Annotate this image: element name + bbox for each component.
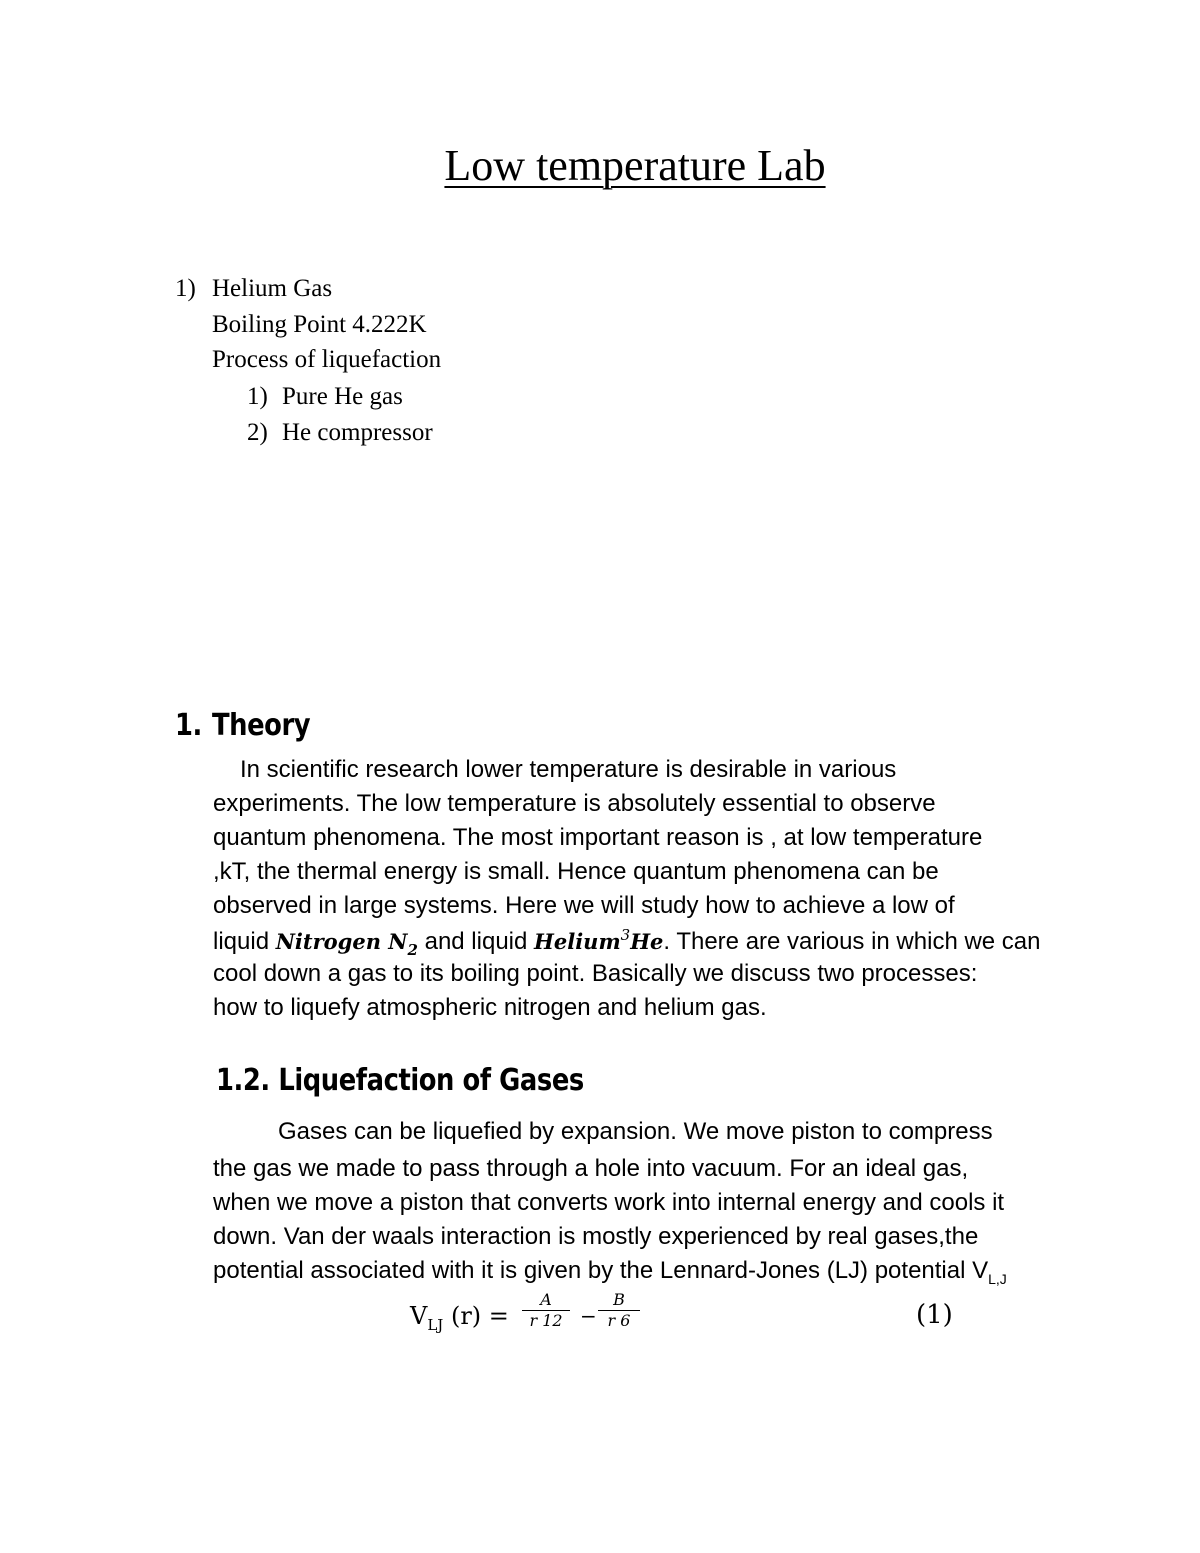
theory-line: ,kT, the thermal energy is small. Hence quantum phenomena can be (213, 858, 939, 885)
nitrogen-subscript: 2 (407, 940, 418, 959)
liquefaction-line: when we move a piston that converts work into internal energy and cools it (213, 1189, 1005, 1216)
equation-number: (1) (916, 1300, 953, 1330)
process-text: Process of liquefaction (212, 346, 442, 373)
fraction-numerator: A (540, 1290, 552, 1309)
section-heading-theory: Theory (212, 708, 311, 743)
equation-arg: (r) = (450, 1302, 509, 1330)
theory-line: observed in large systems. Here we will study how to achieve a low of (213, 892, 955, 919)
helium-isotope-superscript: 3 (620, 926, 631, 944)
potential-subscript: L,J (988, 1270, 1007, 1287)
fraction-denominator: r 6 (607, 1311, 631, 1330)
liquefaction-line: down. Van der waals interaction is mostly experienced by real gases,the (213, 1223, 979, 1250)
text-run: . There are various in which we can (663, 928, 1041, 955)
sub-item-label: He compressor (282, 419, 433, 446)
equation-v: V (410, 1302, 428, 1330)
theory-line-formula (213, 926, 1041, 959)
nitrogen-term: Nitrogen N (275, 929, 408, 954)
sub-item-number: 1) (247, 383, 268, 410)
equation-minus: − (580, 1304, 597, 1328)
sub-item-label: Pure He gas (282, 383, 403, 410)
equation-lhs (410, 1302, 509, 1334)
fraction-a-over-r12 (522, 1291, 570, 1330)
fraction-b-over-r6 (598, 1291, 640, 1330)
outline-item-label: Helium Gas (212, 275, 333, 302)
fraction-numerator: B (613, 1290, 625, 1309)
page-title: Low temperature Lab (444, 141, 826, 190)
liquefaction-line-last (213, 1257, 1007, 1287)
boiling-point-text: Boiling Point 4.222K (212, 311, 427, 338)
text-run: potential associated with it is given by the Lennard-Jones (LJ) potential V (213, 1257, 989, 1284)
helium-term: Helium (534, 929, 621, 954)
text-run: and liquid (417, 928, 535, 955)
outline-item-number: 1) (175, 275, 196, 302)
theory-line: experiments. The low temperature is absolutely essential to observe (213, 790, 936, 817)
liquefaction-line: the gas we made to pass through a hole into vacuum. For an ideal gas, (213, 1155, 969, 1182)
equation-lhs-subscript: LJ (427, 1315, 444, 1334)
text-run: liquid (213, 928, 276, 955)
theory-line: In scientific research lower temperature is desirable in various (240, 756, 897, 783)
section-heading-number: 1. (175, 708, 202, 743)
theory-line: quantum phenomena. The most important reason is , at low temperature (213, 824, 983, 851)
theory-line: cool down a gas to its boiling point. Basically we discuss two processes: (213, 960, 978, 987)
fraction-denominator: r 12 (529, 1311, 563, 1330)
sub-item-number: 2) (247, 419, 268, 446)
theory-line: how to liquefy atmospheric nitrogen and helium gas. (213, 994, 767, 1021)
section-heading-liquefaction: 1.2. Liquefaction of Gases (216, 1063, 584, 1098)
helium-symbol: He (630, 929, 664, 954)
liquefaction-line: Gases can be liquefied by expansion. We move piston to compress (278, 1118, 993, 1145)
